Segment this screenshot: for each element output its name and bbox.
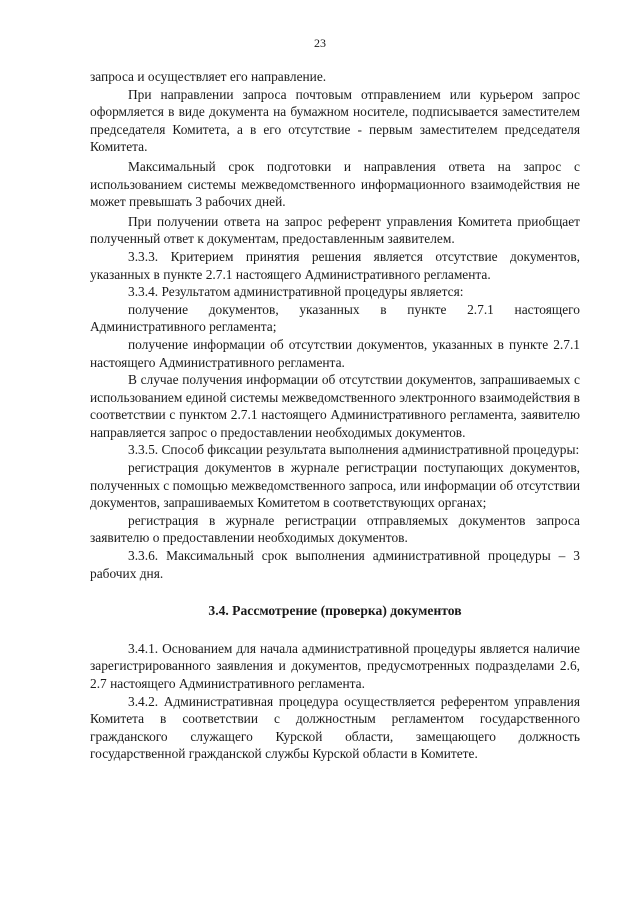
paragraph: При направлении запроса почтовым отправлением или курьером запрос оформляется в виде документа на бумажном носителе, подписывается заместителем председателя Комитета, а в его отсутствие - первым заместителем председателя Комитета.: [90, 86, 580, 155]
paragraph: 3.4.1. Основанием для начала административной процедуры является наличие зарегистрированного заявления и документов, предусмотренных подразделами 2.6, 2.7 настоящего Административного регламента.: [90, 640, 580, 691]
paragraph: получение документов, указанных в пункте 2.7.1 настоящего Административного регламента;: [90, 301, 580, 335]
paragraph: регистрация в журнале регистрации отправляемых документов запроса заявителю о предоставлении необходимых документов.: [90, 512, 580, 546]
paragraph: Максимальный срок подготовки и направления ответа на запрос с использованием системы межведомственного информационного взаимодействия не может превышать 3 рабочих дней.: [90, 158, 580, 210]
paragraph: 3.4.2. Административная процедура осуществляется референтом управления Комитета в соответствии с должностным регламентом государственного гражданского служащего Курской области, замещающего должность государственной гражданской службы Курской области в Комитете.: [90, 693, 580, 762]
paragraph: получение информации об отсутствии документов, указанных в пункте 2.7.1 настоящего Административного регламента.: [90, 336, 580, 370]
paragraph: 3.3.4. Результатом административной процедуры является:: [128, 284, 464, 300]
section-3-3-text: [90, 68, 580, 582]
paragraph: 3.3.3. Критерием принятия решения является отсутствие документов, указанных в пункте 2.7.1 настоящего Административного регламента.: [90, 248, 580, 282]
section-3-4-text: [90, 640, 580, 763]
section-heading: 3.4. Рассмотрение (проверка) документов: [208, 603, 462, 619]
document-body: [90, 68, 580, 763]
paragraph: 3.3.5. Способ фиксации результата выполнения административной процедуры:: [128, 442, 580, 458]
paragraph: регистрация документов в журнале регистрации поступающих документов, полученных с помощью межведомственного запроса, или информации об отсутствии документов, запрашиваемых Комитетом в соответствующих органах;: [90, 460, 580, 511]
page-number: 23: [314, 36, 326, 50]
paragraph: При получении ответа на запрос референт управления Комитета приобщает полученный ответ к документам, предоставленным заявителем.: [90, 213, 580, 247]
paragraph: 3.3.6. Максимальный срок выполнения административной процедуры – 3 рабочих дня.: [90, 548, 580, 581]
paragraph: В случае получения информации об отсутствии документов, запрашиваемых с использованием единой системы межведомственного электронного взаимодействия в соответствии с пунктом 2.7.1 настоящего Административного регламента, заявителю направляется запрос о предоставлении необходимых документов.: [90, 372, 580, 440]
paragraph: запроса и осуществляет его направление.: [90, 69, 327, 84]
